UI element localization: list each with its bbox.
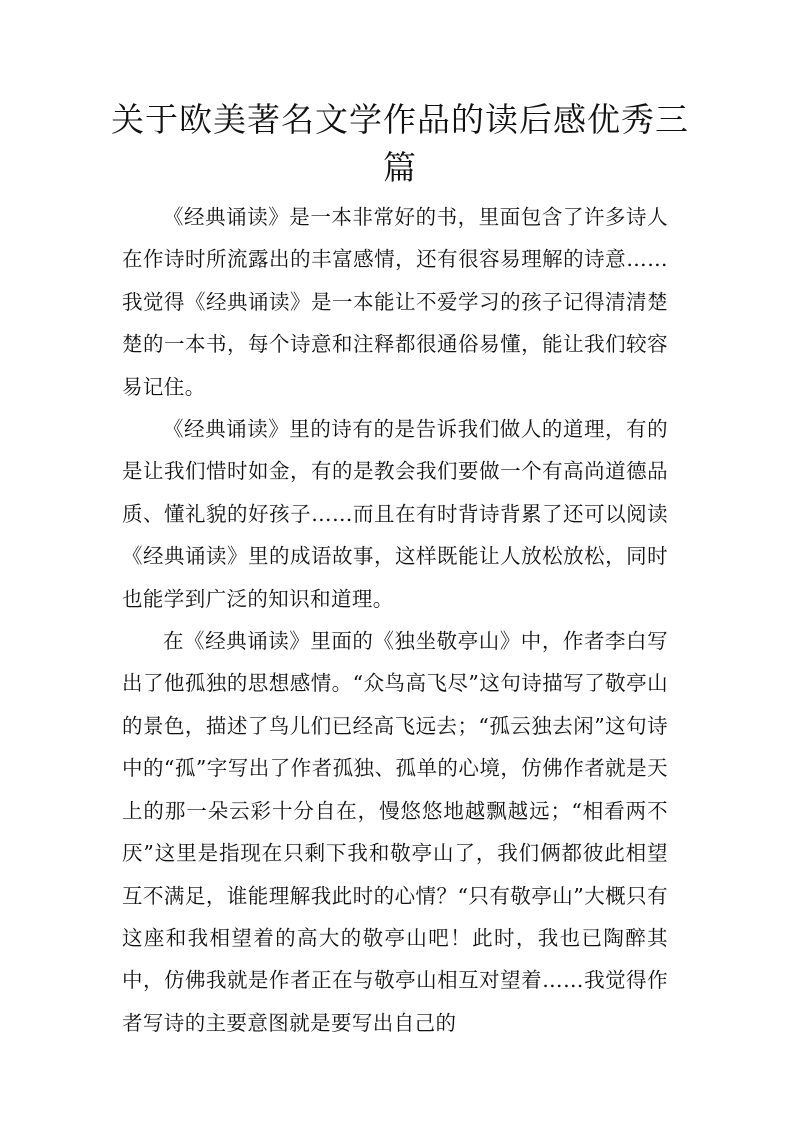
paragraph-2: 《经典诵读》里的诗有的是告诉我们做人的道理，有的是让我们惜时如金，有的是教会我们要做一个有高尚道德品质、懂礼貌的好孩子……而且在有时背诗背累了还可以阅读《经典诵读》里的成语故事，这样既能让人放松放松，同时也能学到广泛的知识和道理。 [122,417,668,611]
document-body [122,196,668,1044]
paragraph-1: 《经典诵读》是一本非常好的书，里面包含了许多诗人在作诗时所流露出的丰富感情，还有很容易理解的诗意……我觉得《经典诵读》是一本能让不爱学习的孩子记得清清楚楚的一本书，每个诗意和注释都很通俗易懂，能让我们较容易记住。 [122,205,668,399]
paragraph-3: 在《经典诵读》里面的《独坐敬亭山》中，作者李白写出了他孤独的思想感情。“众鸟高飞尽”这句诗描写了敬亭山的景色，描述了鸟儿们已经高飞远去；“孤云独去闲”这句诗中的“孤”字写出了作者孤独、孤单的心境，仿佛作者就是天上的那一朵云彩十分自在，慢悠悠地越飘越远；“相看两不厌”这里是指现在只剩下我和敬亭山了，我们俩都彼此相望互不满足，谁能理解我此时的心情？“只有敬亭山”大概只有这座和我相望着的高大的敬亭山吧！此时，我也已陶醉其中，仿佛我就是作者正在与敬亭山相互对望着……我觉得作者写诗的主要意图就是要写出自己的 [122,629,668,1035]
document-title: 关于欧美著名文学作品的读后感优秀三篇 [111,100,689,187]
